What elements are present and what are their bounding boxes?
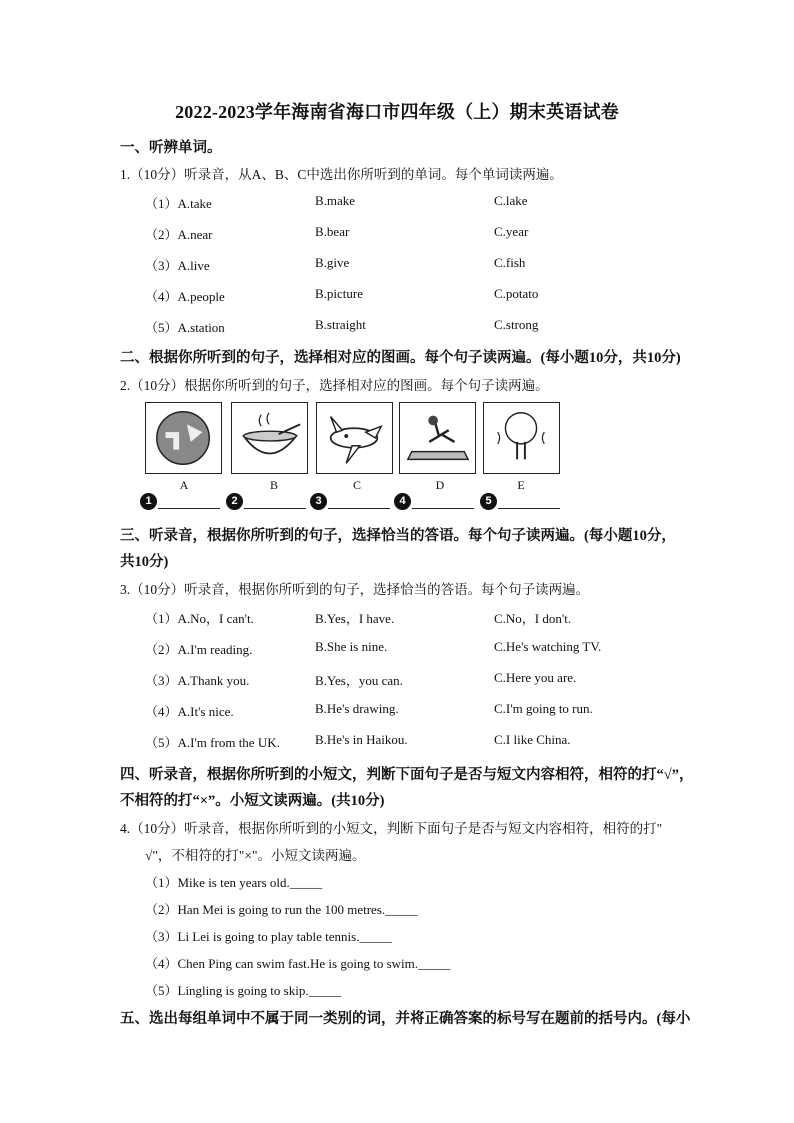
option-b: B.She is nine. [315,639,388,654]
question-1-row [145,286,705,306]
option-a: （5）A.station [145,320,225,335]
option-a: （5）A.I'm from the UK. [145,735,280,750]
question-3-row [145,732,705,752]
judge-statement: （1）Mike is ten years old._____ [145,875,323,890]
option-b: B.bear [315,224,350,239]
judge-statement: （3）Li Lei is going to play table tennis._____ [145,929,392,944]
circle-number: 2 [226,493,243,510]
question-4: 4.（10分）听录音，根据你所听到的小短文，判断下面句子是否与短文内容相符，相符的打" [120,821,663,836]
question-1-row [145,317,705,337]
question-3-row [145,670,705,690]
picture-strip [145,402,565,477]
section-4-heading-cont: 不相符的打“×”。小短文读两遍。(共10分) [120,793,385,809]
picture-label: D [435,478,445,492]
option-c: C.No，I don't. [494,611,572,626]
picture-d-jumper [399,402,476,474]
question-1-row [145,193,705,213]
option-c: C.He's watching TV. [494,639,602,654]
picture-label: E [517,478,525,492]
option-a: （2）A.I'm reading. [145,642,253,657]
picture-e-tree [483,402,560,474]
question-3-row [145,608,705,628]
option-b: B.give [315,255,350,270]
section-3-heading-cont: 共10分) [120,554,169,570]
option-c: C.I like China. [494,732,571,747]
circle-number: 5 [480,493,497,510]
option-c: C.I'm going to run. [494,701,593,716]
option-c: C.fish [494,255,526,270]
question-3: 3.（10分）听录音，根据你所听到的句子，选择恰当的答语。每个句子读两遍。 [120,582,590,597]
picture-c-plane [316,402,393,474]
question-2: 2.（10分）根据你所听到的句子，选择相对应的图画。每个句子读两遍。 [120,378,549,393]
judge-statement: （2）Han Mei is going to run the 100 metres._____ [145,902,418,917]
section-5-heading: 五、选出每组单词中不属于同一类别的词，并将正确答案的标号写在题前的括号内。(每小 [120,1011,691,1027]
section-4-heading: 四、听录音，根据你所听到的小短文，判断下面句子是否与短文内容相符，相符的打“√”， [120,767,694,783]
option-a: （2）A.near [145,227,213,242]
section-2-heading: 二、根据你所听到的句子，选择相对应的图画。每个句子读两遍。(每小题10分，共10分) [120,350,681,366]
option-b: B.make [315,193,356,208]
picture-label: B [269,478,278,492]
picture-b-bowl [231,402,308,474]
option-b: B.He's drawing. [315,701,399,716]
option-a: （3）A.Thank you. [145,673,250,688]
circle-number: 3 [310,493,327,510]
option-b: B.He's in Haikou. [315,732,408,747]
picture-label: C [352,478,361,492]
circle-number: 1 [140,493,157,510]
circle-number: 4 [394,493,411,510]
option-c: C.potato [494,286,539,301]
question-1-row [145,224,705,244]
question-3-row [145,701,705,721]
option-c: C.strong [494,317,539,332]
option-a: （4）A.It's nice. [145,704,234,719]
option-c: C.year [494,224,529,239]
judge-statement: （4）Chen Ping can swim fast.He is going to swim._____ [145,956,451,971]
option-b: B.Yes，I have. [315,611,395,626]
section-1-heading: 一、听辨单词。 [120,140,222,156]
question-1: 1.（10分）听录音，从A、B、C中选出你所听到的单词。每个单词读两遍。 [120,167,563,182]
picture-a-globe [145,402,222,474]
option-c: C.Here you are. [494,670,577,685]
judge-statement: （5）Lingling is going to skip._____ [145,983,342,998]
option-a: （4）A.people [145,289,225,304]
option-a: （1）A.take [145,196,212,211]
exam-title: 2022-2023学年海南省海口市四年级（上）期末英语试卷 [175,102,619,122]
question-1-row [145,255,705,275]
question-4-cont: √"，不相符的打"×"。小短文读两遍。 [145,848,366,863]
option-b: B.straight [315,317,366,332]
option-a: （3）A.live [145,258,210,273]
section-3-heading: 三、听录音，根据你所听到的句子，选择恰当的答语。每个句子读两遍。(每小题10分， [120,528,676,544]
question-3-row [145,639,705,659]
option-b: B.Yes，you can. [315,673,403,688]
option-a: （1）A.No，I can't. [145,611,254,626]
option-c: C.lake [494,193,528,208]
picture-label: A [179,478,189,492]
option-b: B.picture [315,286,364,301]
